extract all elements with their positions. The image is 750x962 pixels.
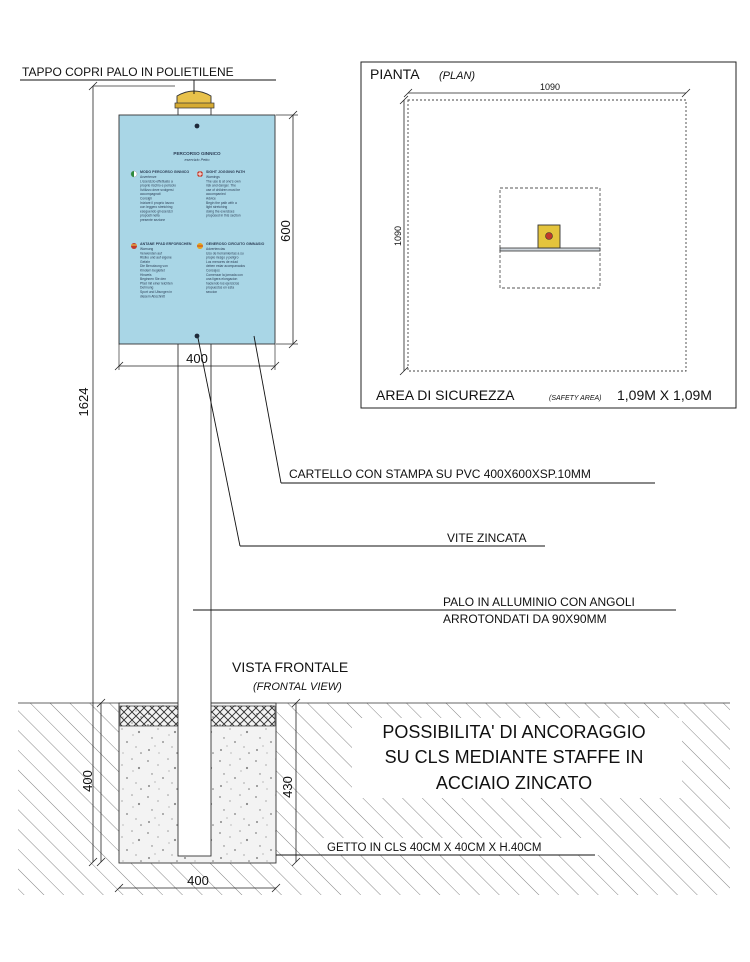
- sign-block-line: haciendo los ejercicios: [206, 281, 240, 286]
- sign-block-heading: GENEROSO CIRCUITO GIMNASIO: [206, 242, 265, 246]
- sign-block-line: Begin the path with a: [206, 200, 237, 205]
- post-plan-marker-dot: [546, 233, 553, 240]
- surface-layer-left: [120, 706, 178, 726]
- sign-block-line: presente sezione: [140, 218, 166, 222]
- sign-block-line: proposti nella: [140, 213, 160, 218]
- soil-hatch-left: [18, 703, 119, 895]
- sign-block-line: Warnings: [206, 175, 220, 179]
- anchor-note-line3: ACCIAIO ZINCATO: [435, 773, 593, 793]
- flag-spain-icon: [197, 243, 203, 249]
- sign-block-line: deben estar acompanados: [206, 264, 246, 269]
- sign-block-heading: SIGHT JOGGING PATH: [206, 170, 246, 174]
- sign-block-heading: ANTANE PFAD ERFORSCHEN: [140, 242, 192, 246]
- sign-block-line: proposed in this section: [206, 213, 241, 218]
- sign-block-line: eseguendo gli esercizi: [140, 209, 173, 214]
- sign-block-line: Dehnung: [140, 285, 154, 290]
- front-view-title-en: (FRONTAL VIEW): [253, 681, 342, 693]
- sign-block-line: doing the exercises: [206, 209, 235, 214]
- sign-title: PERCORSO GINNICO: [173, 151, 221, 156]
- plan-height-dim: 1090: [393, 225, 403, 247]
- sign-block-line: use of children must be: [206, 187, 241, 192]
- anchor-note-line2: SU CLS MEDIANTE STAFFE IN: [384, 747, 644, 767]
- sign-block-line: light stretching: [206, 205, 228, 210]
- screw-label: VITE ZINCATA: [447, 531, 527, 545]
- safety-area-size: 1,09M X 1,09M: [617, 387, 712, 403]
- sign-block-line: Kindern begleitet: [140, 268, 165, 273]
- sign-block-line: accompagnati: [140, 192, 161, 197]
- flag-italy-icon: [131, 171, 137, 177]
- sign-screw-bottom: [195, 334, 200, 339]
- sign-block-line: Sport und Ubungen in: [140, 290, 173, 294]
- sign-block-line: propuestos en esta: [206, 285, 235, 290]
- total-height-dim: 1624: [76, 387, 91, 417]
- pole-cap-rim: [175, 103, 214, 108]
- sign-block-line: proprio rischio e pericolo: [140, 183, 176, 188]
- sign-block-line: Uso de herramientas a su: [206, 251, 244, 256]
- sign-block-line: Verwenden auf: [140, 251, 162, 256]
- sign-block-line: Consejos: [206, 268, 220, 273]
- sign-block-line: Iniziare il proprio lavoro: [140, 200, 175, 205]
- sign-block-line: L'esercizio effettuato a: [140, 179, 173, 184]
- plan-width-dim: 1090: [539, 82, 561, 92]
- sign-block-line: Pfad mit einer leichten: [140, 281, 173, 286]
- pole-label-line2: ARROTONDATI DA 90X90MM: [443, 612, 607, 626]
- cap-label: TAPPO COPRI PALO IN POLIETILENE: [22, 65, 234, 79]
- sign-block-line: Beginnen Sie den: [140, 277, 167, 282]
- sign-block-line: Gefahr: [140, 259, 151, 264]
- sign-block-line: Die Benutzung von: [140, 264, 168, 269]
- foundation-label: GETTO IN CLS 40CM X 40CM X H.40CM: [327, 842, 542, 854]
- sign-block-line: l'utilizzo deve svolgersi: [140, 187, 174, 192]
- sign-block-line: diesem Abschnitt: [140, 294, 165, 299]
- pole-label-line1: PALO IN ALLUMINIO CON ANGOLI: [443, 595, 635, 609]
- sign-block-line: Avvertenze: [140, 175, 157, 179]
- foundation-width-dim: 400: [187, 873, 209, 888]
- flag-uk-icon: [197, 171, 203, 177]
- sign-block-line: Advertencias: [206, 247, 226, 251]
- sign-block-line: Consigli: [140, 196, 152, 201]
- sign-block-line: Advice: [206, 196, 216, 201]
- foundation-depth-left-dim: 400: [80, 770, 95, 792]
- sign-block-line: con leggero stretching: [140, 205, 173, 210]
- plan-title-en: (PLAN): [439, 70, 476, 82]
- sign-block-line: propio riesgo y peligro: [206, 255, 239, 260]
- foundation-depth-right-dim: 430: [280, 776, 295, 798]
- flag-germany-icon: [131, 243, 137, 249]
- sign-block-line: risk and danger. The: [206, 183, 236, 188]
- sign-block-line: Risiko und auf eigene: [140, 255, 172, 260]
- sign-block-line: Comenzar la jornada con: [206, 272, 243, 277]
- sign-block-line: accompanied: [206, 192, 226, 197]
- sign-plate: [119, 115, 275, 344]
- sign-height-dim: 600: [278, 220, 293, 242]
- sign-label: CARTELLO CON STAMPA SU PVC 400X600XSP.10MM: [289, 467, 591, 481]
- sign-block-line: Warnung: [140, 247, 154, 251]
- sign-width-dim: 400: [186, 351, 208, 366]
- sign-subtitle: esercizio Petto: [184, 158, 210, 162]
- plan-title: PIANTA: [370, 66, 420, 82]
- safety-area-label-en: (SAFETY AREA): [549, 395, 602, 402]
- sign-block-line: The use is at one's own: [206, 179, 241, 184]
- sign-block-line: Los menores de edad: [206, 259, 238, 264]
- sign-block-line: Hinweis: [140, 272, 152, 277]
- anchor-note-line1: POSSIBILITA' DI ANCORAGGIO: [382, 722, 646, 742]
- front-view-title: VISTA FRONTALE: [232, 659, 349, 675]
- safety-area-label: AREA DI SICUREZZA: [376, 387, 515, 403]
- surface-layer-right: [211, 706, 275, 726]
- sign-block-line: seccion: [206, 290, 218, 294]
- sign-block-line: una ligera elongacion: [206, 277, 238, 282]
- sign-block-heading: MODO PERCORSO GINNICO: [140, 170, 190, 174]
- plan-view: [361, 62, 736, 408]
- sign-leader: [254, 336, 281, 483]
- sign-screw-top: [195, 124, 200, 129]
